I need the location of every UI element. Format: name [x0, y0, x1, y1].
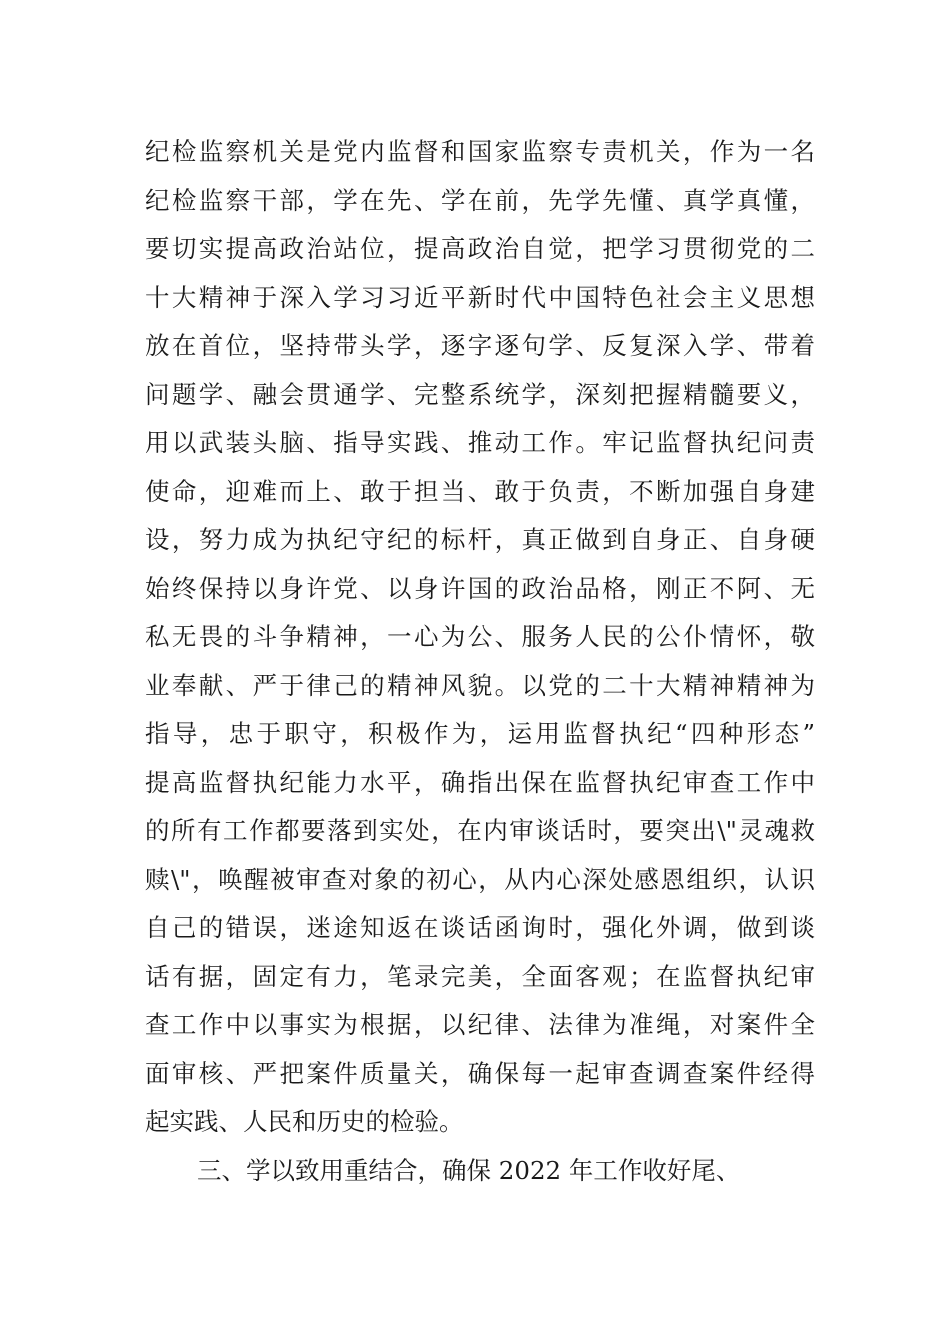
text-line-21: 起实践、人民和历史的检验。 — [145, 1107, 464, 1136]
text-line-4: 十大精神于深入学习习近平新时代中国特色社会主义思想 — [145, 282, 815, 312]
text-line-7: 用以武装头脑、指导实践、推动工作。牢记监督执纪问责 — [145, 428, 815, 457]
text-line-17: 自己的错误，迷途知返在谈话函询时，强化外调，做到谈 — [145, 913, 815, 942]
text-line-13: 指导，忠于职守，积极作为，运用监督执纪“四种形态” — [145, 719, 815, 748]
text-line-12: 业奉献、严于律己的精神风貌。以党的二十大精神精神为 — [145, 670, 815, 700]
text-line-9: 设，努力成为执纪守纪的标杆，真正做到自身正、自身硬 — [145, 525, 815, 554]
text-line-3: 要切实提高政治站位，提高政治自觉，把学习贯彻党的二 — [145, 234, 815, 263]
text-line-14: 提高监督执纪能力水平，确指出保在监督执纪审查工作中 — [145, 767, 815, 797]
text-line-15: 的所有工作都要落到实处，在内审谈话时，要突出\"灵魂救 — [145, 816, 815, 845]
text-line-8: 使命，迎难而上、敢于担当、敢于负责，不断加强自身建 — [145, 476, 815, 506]
text-line-18: 话有据，固定有力，笔录完美，全面客观；在监督执纪审 — [145, 961, 815, 991]
body-text — [145, 128, 815, 1195]
text-line-2: 纪检监察干部，学在先、学在前，先学先懂、真学真懂， — [145, 185, 815, 215]
text-line-11: 私无畏的斗争精神，一心为公、服务人民的公仆情怀，敬 — [145, 622, 815, 651]
text-line-10: 始终保持以身许党、以身许国的政治品格，刚正不阿、无 — [145, 573, 815, 603]
text-line-19: 查工作中以事实为根据，以纪律、法律为准绳，对案件全 — [145, 1010, 815, 1039]
text-line-5: 放在首位，坚持带头学，逐字逐句学、反复深入学、带着 — [145, 331, 815, 360]
section-heading: 三、学以致用重结合，确保 2022 年工作收好尾、 — [197, 1155, 741, 1185]
text-line-16: 赎\"，唤醒被审查对象的初心，从内心深处感恩组织，认识 — [145, 864, 815, 894]
text-line-20: 面审核、严把案件质量关，确保每一起审查调查案件经得 — [145, 1058, 815, 1088]
text-line-6: 问题学、融会贯通学、完整系统学，深刻把握精髓要义， — [145, 379, 815, 409]
text-line-1: 纪检监察机关是党内监督和国家监察专责机关，作为一名 — [145, 137, 815, 166]
